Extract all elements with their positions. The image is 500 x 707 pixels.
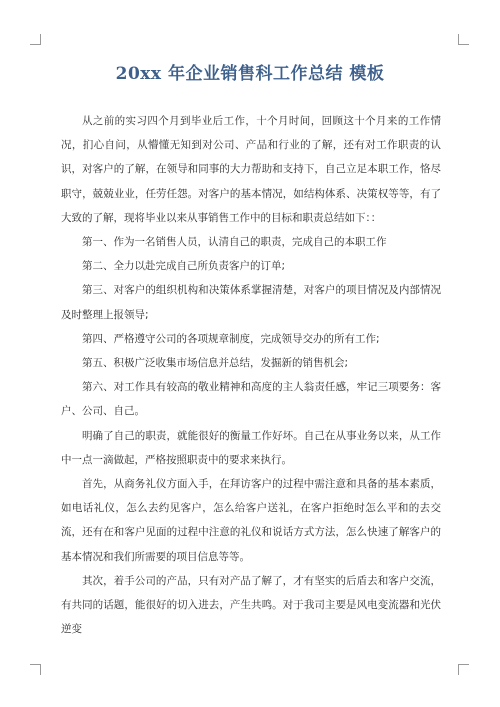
page-corner-mark-bottom-right	[458, 664, 469, 675]
paragraph-intro: 从之前的实习四个月到毕业后工作，十个月时间，回顾这十个月来的工作情况，扪心自问，从懵懂无知到对公司、产品和行业的了解，还有对工作职责的认识，对客户的了解，在领导和同事的大力帮助和支持下，自己立足本职工作，恪尽职守，兢兢业业，任劳任怨。对客户的基本情况，如结构体系、决策权等等，有了大致的了解，现将毕业以来从事销售工作中的目标和职责总结如下：：	[61, 115, 441, 224]
paragraph-duty-2: 第二、全力以赴完成自己所负责客户的订单;	[82, 260, 286, 273]
paragraph-duty-5: 第五、积极广泛收集市场信息并总结，发掘新的销售机会;	[82, 357, 349, 370]
paragraph-duty-3: 第三、对客户的组织机构和决策体系掌握清楚，对客户的项目情况及内部情况及时整理上报领导;	[61, 284, 441, 321]
paragraph-duty-4: 第四、严格遵守公司的各项规章制度，完成领导交办的所有工作;	[82, 332, 380, 345]
document-title: 20xx 年企业销售科工作总结 模板	[115, 64, 385, 84]
page-corner-mark-top-right	[458, 34, 469, 45]
paragraph-product: 其次，着手公司的产品，只有对产品了解了，才有坚实的后盾去和客户交流，有共同的话题，能很好的切入进去，产生共鸣。对于我司主要是风电变流器和光伏逆变	[61, 574, 441, 636]
paragraph-duty-1: 第一、作为一名销售人员，认清自己的职责，完成自己的本职工作	[82, 236, 387, 249]
page-corner-mark-bottom-left	[30, 664, 41, 675]
paragraph-duty-6: 第六、对工作具有较高的敬业精神和高度的主人翁责任感，牢记三项要务：客户、公司、自己。	[61, 381, 441, 418]
page-corner-mark-top-left	[30, 34, 41, 45]
paragraph-etiquette: 首先，从商务礼仪方面入手，在拜访客户的过程中需注意和具备的基本素质，如电话礼仪，怎么去约见客户，怎么给客户送礼，在客户拒绝时怎么平和的去交流，还有在和客户见面的过程中注意的礼仪和说话方式方法，怎么快速了解客户的基本情况和我们所需要的项目信息等等。	[61, 478, 441, 563]
document-body	[61, 109, 441, 641]
paragraph-summary: 明确了自己的职责，就能很好的衡量工作好坏。自己在从事业务以来，从工作中一点一滴做起，严格按照职责中的要求来执行。	[61, 429, 441, 466]
